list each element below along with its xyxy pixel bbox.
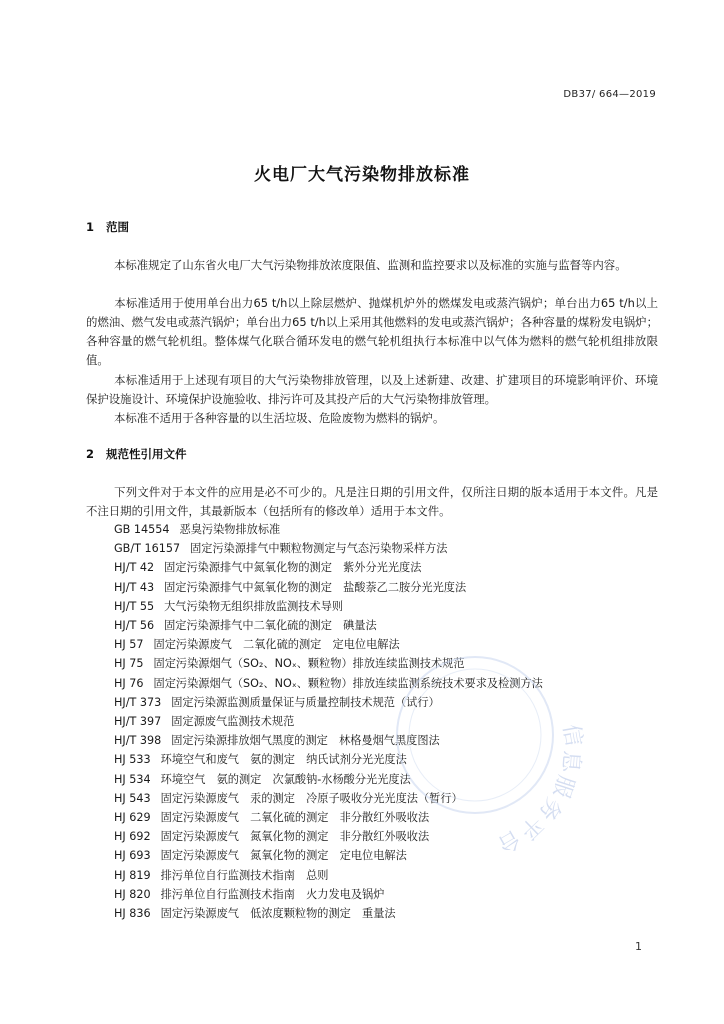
reference-code: HJ/T 55: [114, 599, 155, 613]
section-1-paragraph-2: 本标准适用于使用单台出力65 t/h以上除层燃炉、抛煤机炉外的燃煤发电或蒸汽锅炉；单台出力65 t/h以上的燃油、燃气发电或蒸汽锅炉；单台出力65 t/h以上采用其他燃料的发电或蒸汽锅炉；各种容量的煤粉发电锅炉；各种容量的燃气轮机组。整体煤气化联合循环发电的燃气轮机组执行本标准中以气体为燃料的燃气轮机组排放限值。: [86, 296, 658, 367]
reference-item: [114, 866, 543, 885]
reference-code: HJ 57: [114, 638, 144, 652]
reference-code: HJ 836: [114, 907, 151, 921]
reference-title: 固定污染源废气 氮氧化物的测定 非分散红外吸收法: [160, 830, 430, 844]
reference-title: 大气污染物无组织排放监测技术导则: [164, 599, 344, 613]
reference-title: 环境空气和废气 氨的测定 纳氏试剂分光光度法: [160, 753, 407, 767]
reference-item: [114, 750, 543, 769]
section-2-heading: [86, 446, 187, 462]
reference-code: GB 14554: [114, 523, 170, 536]
reference-title: 固定污染源废气 汞的测定 冷原子吸收分光光度法（暂行）: [160, 791, 463, 805]
reference-item: [114, 674, 543, 693]
reference-code: HJ 543: [114, 791, 151, 805]
reference-item: [114, 827, 543, 846]
reference-title: 固定污染源废气 二氧化硫的测定 定电位电解法: [153, 638, 400, 652]
reference-title: 固定污染源排气中氮氧化物的测定 盐酸萘乙二胺分光光度法: [164, 580, 467, 594]
reference-title: 固定污染源烟气（SO₂、NOₓ、颗粒物）排放连续监测技术规范: [153, 657, 465, 671]
reference-title: 固定污染源废气 二氧化硫的测定 非分散红外吸收法: [160, 811, 430, 825]
reference-code: GB/T 16157: [114, 542, 181, 556]
watermark-char: 务: [533, 792, 566, 825]
reference-code: HJ 693: [114, 849, 151, 863]
section-1-heading: [86, 219, 129, 235]
reference-title: 固定污染源排气中氮氧化物的测定 紫外分光光度法: [164, 561, 422, 575]
reference-code: HJ/T 43: [114, 580, 155, 594]
reference-title: 排污单位自行监测技术指南 火力发电及锅炉: [160, 887, 385, 901]
reference-item: [114, 770, 543, 789]
reference-item: [114, 846, 543, 865]
reference-title: 固定污染源监测质量保证与质量控制技术规范（试行）: [171, 695, 440, 709]
section-1-paragraph-1: 本标准规定了山东省火电厂大气污染物排放浓度限值、监测和监控要求以及标准的实施与监督等内容。: [114, 258, 627, 272]
reference-title: 固定污染源排气中二氧化硫的测定 碘量法: [164, 619, 377, 633]
watermark-char: 信: [557, 722, 587, 749]
reference-code: HJ/T 398: [114, 734, 162, 748]
section-1-paragraph-3: 本标准适用于上述现有项目的大气污染物排放管理，以及上述新建、改建、扩建项目的环境影响评价、环境保护设施设计、环境保护设施验收、排污许可及其投产后的大气污染物排放管理。: [86, 373, 658, 406]
reference-item: [114, 731, 543, 750]
reference-title: 固定污染源废气 氮氧化物的测定 定电位电解法: [160, 849, 407, 863]
reference-code: HJ 819: [114, 868, 151, 882]
reference-item: [114, 885, 543, 904]
section-1-number: 1: [86, 220, 95, 234]
reference-code: HJ 533: [114, 753, 151, 767]
reference-code: HJ 75: [114, 657, 144, 671]
reference-title: 固定源废气监测技术规范: [171, 715, 295, 729]
section-1-title: 范围: [106, 220, 129, 234]
standard-code: DB37/ 664—2019: [563, 89, 656, 100]
reference-title: 固定污染源废气 低浓度颗粒物的测定 重量法: [160, 907, 396, 921]
reference-item: [114, 654, 543, 673]
document-title: 火电厂大气污染物排放标准: [254, 165, 470, 185]
page-number: 1: [635, 940, 642, 953]
reference-code: HJ 76: [114, 676, 144, 690]
reference-code: HJ 534: [114, 772, 151, 786]
reference-item: [114, 616, 543, 635]
reference-item: [114, 789, 543, 808]
reference-item: [114, 597, 543, 616]
reference-item: [114, 558, 543, 577]
reference-title: 固定污染源烟气（SO₂、NOₓ、颗粒物）排放连续监测系统技术要求及检测方法: [153, 676, 543, 690]
reference-title: 固定污染源排放烟气黑度的测定 林格曼烟气黑度图法: [171, 734, 440, 748]
watermark-char: 平: [514, 810, 548, 844]
reference-code: HJ 692: [114, 830, 151, 844]
reference-list: [114, 520, 543, 923]
reference-item: [114, 693, 543, 712]
reference-item: [114, 808, 543, 827]
reference-title: 恶臭污染物排放标准: [179, 523, 281, 536]
section-2-title: 规范性引用文件: [106, 447, 187, 461]
reference-code: HJ/T 373: [114, 695, 162, 709]
section-2-intro: 下列文件对于本文件的应用是必不可少的。凡是注日期的引用文件，仅所注日期的版本适用于本文件。凡是不注日期的引用文件，其最新版本（包括所有的修改单）适用于本文件。: [86, 485, 658, 518]
reference-item: [114, 539, 543, 558]
reference-code: HJ/T 42: [114, 561, 155, 575]
reference-title: 环境空气 氨的测定 次氯酸钠-水杨酸分光光度法: [160, 772, 411, 786]
watermark-char: 台: [492, 824, 525, 858]
section-1-paragraph-4: 本标准不适用于各种容量的以生活垃圾、危险废物为燃料的锅炉。: [114, 411, 445, 425]
watermark-char: 服: [547, 772, 579, 801]
reference-item: [114, 904, 543, 923]
reference-code: HJ 629: [114, 811, 151, 825]
reference-code: HJ 820: [114, 887, 151, 901]
reference-item: [114, 635, 543, 654]
reference-code: HJ/T 397: [114, 715, 162, 729]
reference-item: [114, 578, 543, 597]
reference-title: 排污单位自行监测技术指南 总则: [160, 868, 329, 882]
section-2-number: 2: [86, 447, 95, 461]
reference-title: 固定污染源排气中颗粒物测定与气态污染物采样方法: [190, 542, 448, 556]
watermark-char: 息: [557, 749, 584, 774]
reference-item: [114, 712, 543, 731]
reference-code: HJ/T 56: [114, 619, 155, 633]
reference-item: [114, 520, 543, 539]
